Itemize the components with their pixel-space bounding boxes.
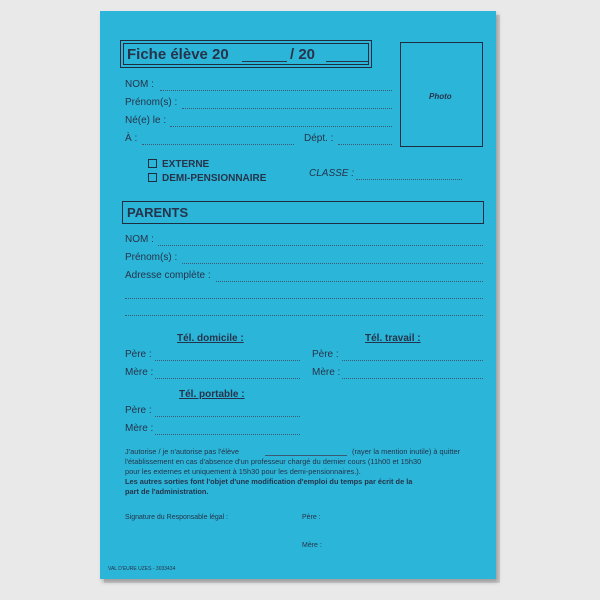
- signature-pere-label: Père :: [302, 514, 321, 521]
- authorization-bold-1: Les autres sorties font l'objet d'une modification d'emploi du temps par écrit de la: [125, 477, 413, 486]
- parents-nom-field[interactable]: [158, 245, 483, 246]
- tel-travail-heading: Tél. travail :: [365, 333, 421, 344]
- authorization-line-1b: (rayer la mention inutile) à quitter: [352, 447, 461, 456]
- parents-adresse-field-2[interactable]: [125, 298, 483, 299]
- student-birthplace-field[interactable]: [142, 144, 294, 145]
- signature-mere-label: Mère :: [302, 542, 322, 549]
- travail-pere-field[interactable]: [342, 360, 483, 361]
- portable-pere-label: Père :: [125, 405, 152, 416]
- student-form-sheet: [100, 11, 496, 579]
- parents-nom-label: NOM :: [125, 234, 154, 245]
- authorization-student-field[interactable]: [265, 455, 347, 456]
- student-prenom-field[interactable]: [182, 108, 392, 109]
- authorization-line-1a: J'autorise / je n'autorise pas l'élève: [125, 447, 239, 456]
- externe-option[interactable]: [148, 159, 209, 170]
- demi-pensionnaire-option[interactable]: [148, 173, 266, 184]
- demi-pensionnaire-checkbox[interactable]: [148, 173, 157, 182]
- tel-domicile-heading: Tél. domicile :: [177, 333, 244, 344]
- signature-label: Signature du Responsable légal :: [125, 514, 229, 521]
- year-blank-1: [242, 61, 287, 62]
- authorization-bold-2: part de l'administration.: [125, 487, 209, 496]
- demi-pensionnaire-label: DEMI-PENSIONNAIRE: [162, 173, 267, 184]
- photo-label: Photo: [429, 92, 452, 101]
- domicile-mere-field[interactable]: [155, 378, 300, 379]
- year-blank-2: [326, 61, 368, 62]
- student-nom-label: NOM :: [125, 79, 154, 90]
- parents-heading: PARENTS: [127, 205, 189, 220]
- tel-portable-heading: Tél. portable :: [179, 389, 245, 400]
- domicile-pere-field[interactable]: [155, 360, 300, 361]
- authorization-line-2: l'établissement en cas d'absence d'un professeur chargé du dernier cours (11h00 et 15h30: [125, 457, 422, 466]
- student-birthdate-label: Né(e) le :: [125, 115, 167, 126]
- parents-adresse-field-3[interactable]: [125, 315, 483, 316]
- parents-prenom-label: Prénom(s) :: [125, 252, 178, 263]
- authorization-line-3: pour les externes et uniquement à 15h30 pour les demi-pensionnaires.).: [125, 467, 361, 476]
- portable-mere-label: Mère :: [125, 423, 154, 434]
- domicile-pere-label: Père :: [125, 349, 152, 360]
- travail-pere-label: Père :: [312, 349, 339, 360]
- student-birthplace-label: À :: [125, 133, 138, 144]
- student-prenom-label: Prénom(s) :: [125, 97, 178, 108]
- portable-pere-field[interactable]: [155, 416, 300, 417]
- externe-label: EXTERNE: [162, 159, 210, 170]
- domicile-mere-label: Mère :: [125, 367, 154, 378]
- classe-field[interactable]: [356, 179, 462, 180]
- travail-mere-field[interactable]: [342, 378, 483, 379]
- student-birthdate-field[interactable]: [170, 126, 392, 127]
- student-dept-field[interactable]: [338, 144, 392, 145]
- form-title: Fiche élève 20: [127, 46, 229, 63]
- travail-mere-label: Mère :: [312, 367, 341, 378]
- student-nom-field[interactable]: [160, 90, 392, 91]
- parents-prenom-field[interactable]: [182, 263, 483, 264]
- externe-checkbox[interactable]: [148, 159, 157, 168]
- student-dept-label: Dépt. :: [304, 133, 334, 144]
- classe-label: CLASSE :: [309, 168, 355, 179]
- portable-mere-field[interactable]: [155, 434, 300, 435]
- parents-adresse-label: Adresse complète :: [125, 270, 211, 281]
- parents-adresse-field-1[interactable]: [216, 281, 483, 282]
- form-title-slash: / 20: [290, 46, 316, 63]
- footer-reference: VAL D'EURE UZES - 3033434: [108, 566, 176, 572]
